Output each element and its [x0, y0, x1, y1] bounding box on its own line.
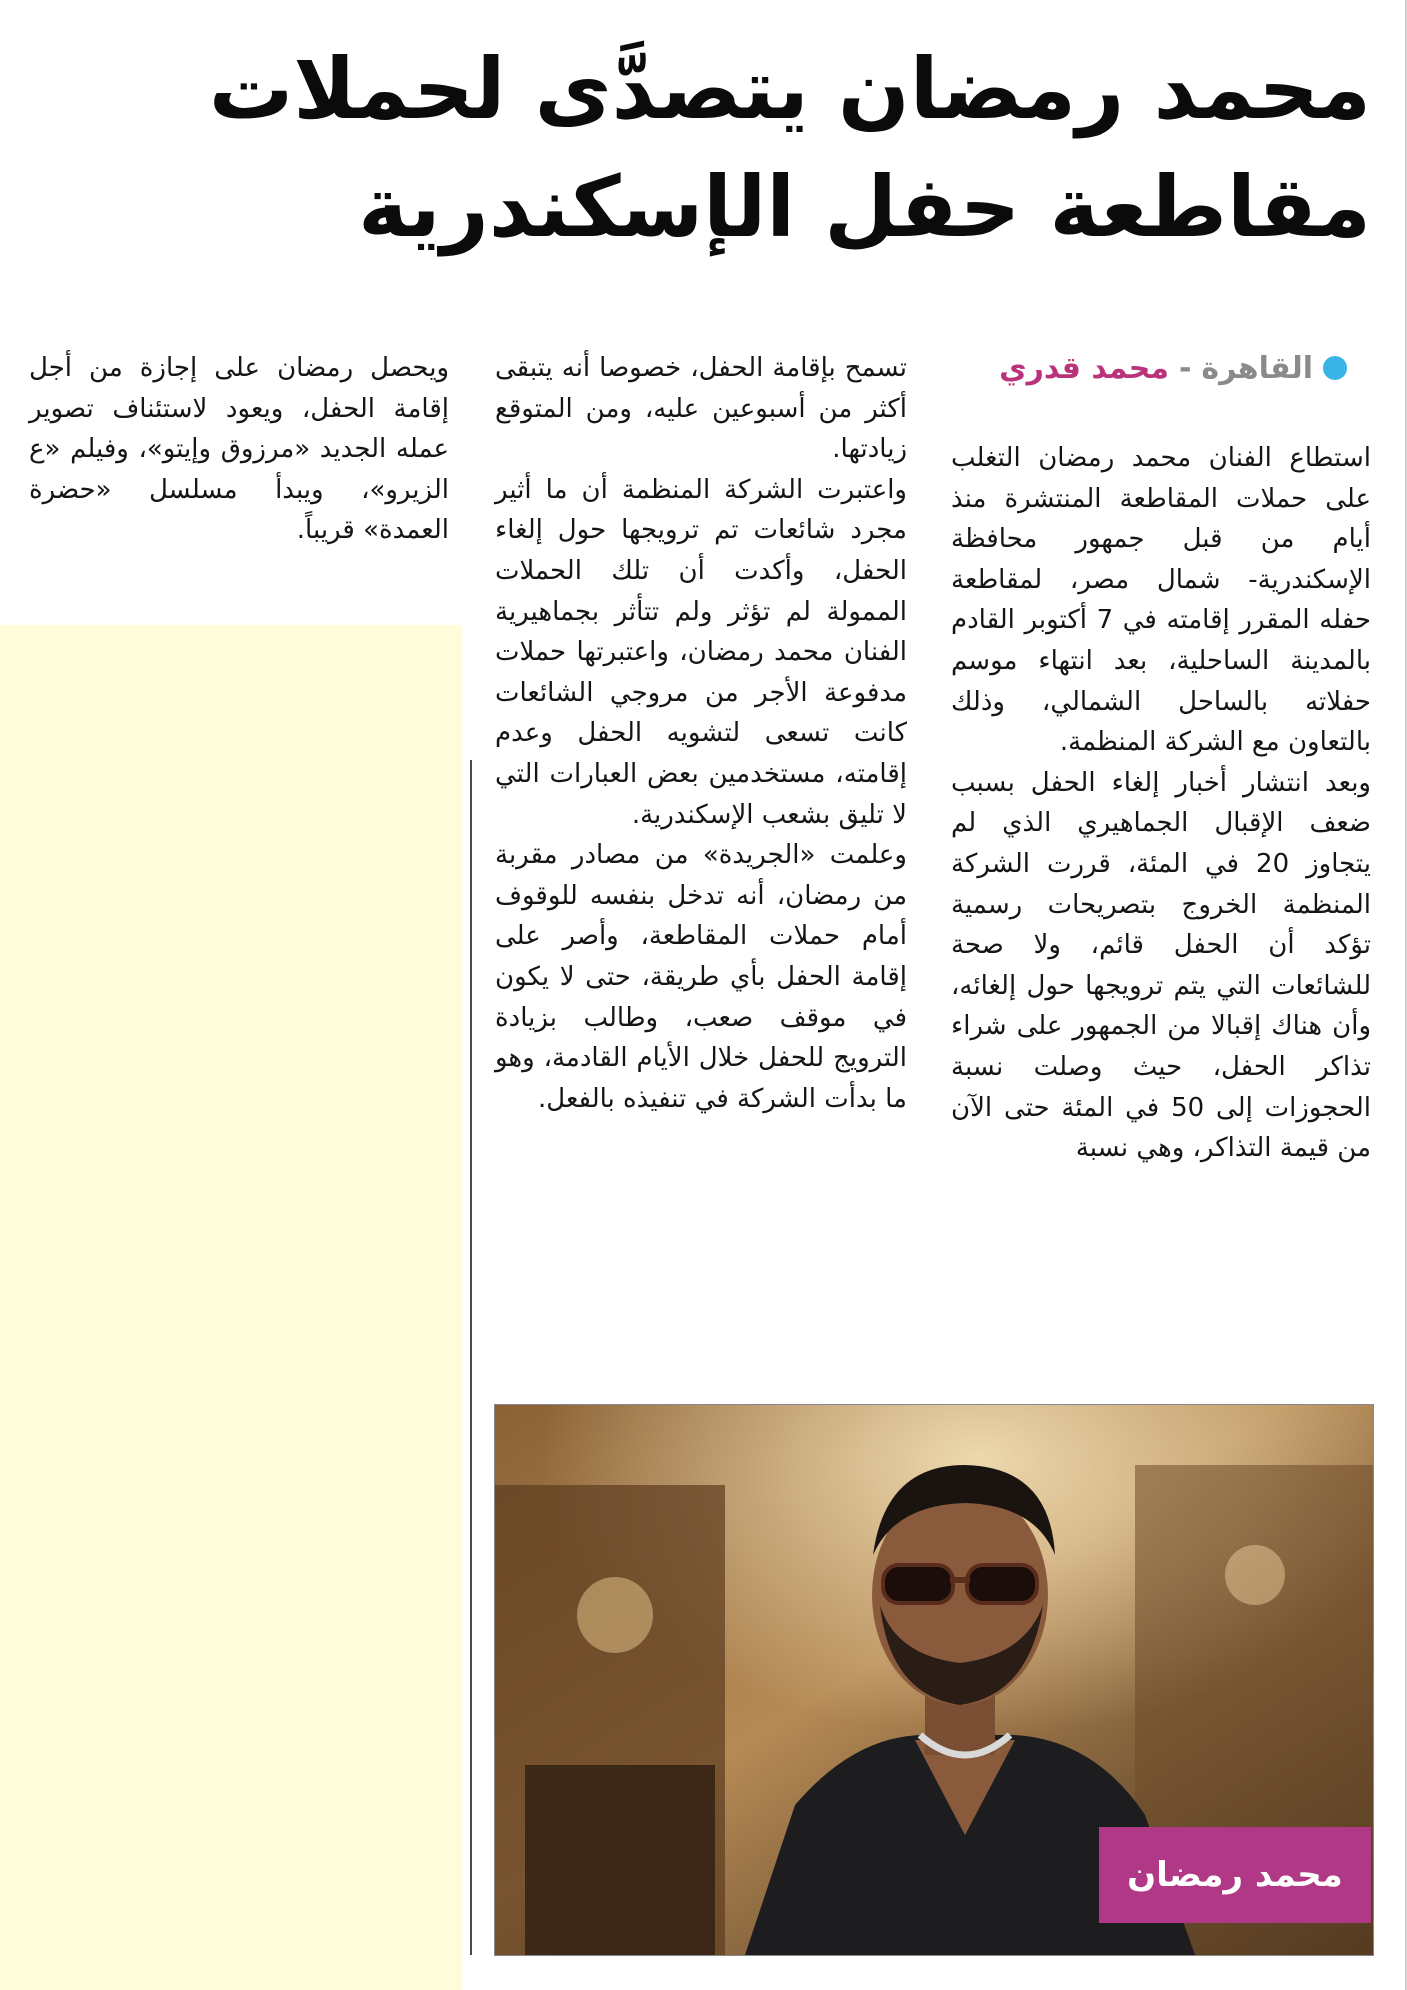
article-column-2 [495, 348, 907, 1119]
article-column-3 [29, 348, 449, 551]
paragraph: وبعد انتشار أخبار إلغاء الحفل بسبب ضعف الإقبال الجماهيري الذي لم يتجاوز 20 في المئة، قررت الشركة المنظمة الخروج بتصريحات رسمية تؤكد أن الحفل قائم، ولا صحة للشائعات التي يتم ترويجها حول إلغائه، وأن هناك إقبالا من الجمهور على شراء تذاكر الحفل، حيث وصلت نسبة الحجوزات إلى 50 في المئة حتى الآن من قيمة التذاكر، وهي نسبة [951, 767, 1372, 1164]
photo-caption: محمد رمضان [1099, 1827, 1371, 1923]
byline-separator: - [1178, 350, 1192, 386]
paragraph: وعلمت «الجريدة» من مصادر مقربة من رمضان، أنه تدخل بنفسه للوقوف أمام حملات المقاطعة، وأصر على إقامة الحفل بأي طريقة، حتى لا يكون في موقف صعب، وطالب بزيادة الترويج للحفل خلال الأيام القادمة، وهو ما بدأت الشركة في تنفيذه بالفعل. [495, 840, 907, 1114]
article-byline [927, 348, 1347, 388]
paragraph: واعتبرت الشركة المنظمة أن ما أثير مجرد شائعات تم ترويجها حول إلغاء الحفل، وأكدت أن تلك الحملات الممولة لم تؤثر ولم تتأثر بجماهيرية الفنان محمد رمضان، واعتبرتها حملات مدفوعة الأجر من مروجي الشائعات كانت تسعى لتشويه الحفل وعدم إقامته، مستخدمين بعض العبارات التي لا تليق بشعب الإسكندرية. [495, 474, 907, 830]
byline-author: محمد قدري [999, 350, 1169, 386]
column-divider [470, 760, 472, 1955]
paragraph: تسمح بإقامة الحفل، خصوصا أنه يتبقى أكثر من أسبوعين عليه، ومن المتوقع زيادتها. [495, 353, 907, 465]
blank-yellow-panel [0, 625, 462, 1990]
paragraph: ويحصل رمضان على إجازة من أجل إقامة الحفل، ويعود لاستئناف تصوير عمله الجديد «مرزوق وإيتو»، وفيلم «ع الزيرو»، ويبدأ مسلسل «حضرة العمدة» قريباً. [29, 353, 449, 546]
headline-line-1: محمد رمضان يتصدَّى لحملات [208, 40, 1371, 138]
byline-dot-icon [1323, 356, 1347, 380]
article-column-1 [951, 438, 1371, 1169]
byline-city: القاهرة [1201, 350, 1313, 386]
headline-line-2: مقاطعة حفل الإسكندرية [358, 158, 1371, 256]
article-headline [208, 30, 1371, 266]
paragraph: استطاع الفنان محمد رمضان التغلب على حملات المقاطعة المنتشرة منذ أيام من قبل جمهور محافظة الإسكندرية- شمال مصر، لمقاطعة حفله المقرر إقامته في 7 أكتوبر القادم بالمدينة الساحلية، بعد انتهاء موسم حفلاته بالساحل الشمالي، وذلك بالتعاون مع الشركة المنظمة. [951, 443, 1371, 758]
